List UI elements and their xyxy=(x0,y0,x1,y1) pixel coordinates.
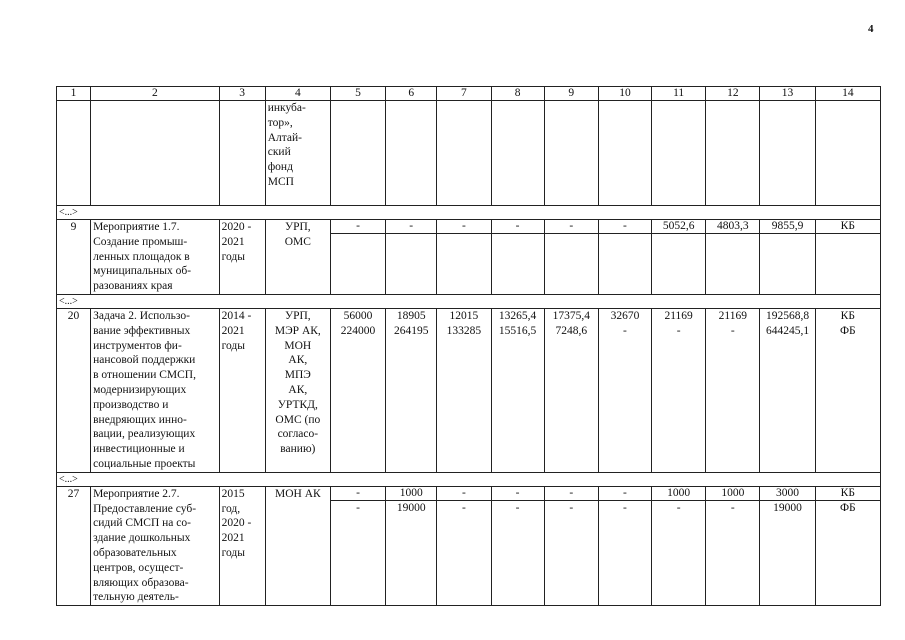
text-line: годы xyxy=(221,250,245,263)
text-line: внедряющих инно- xyxy=(93,413,187,426)
text-line: Алтай- xyxy=(267,131,303,144)
value-cell-col-6 xyxy=(386,308,437,472)
funding-source-cell: КБ xyxy=(815,486,880,500)
value-cell-col-12 xyxy=(706,308,760,472)
value-cell-col-12: 4803,3 xyxy=(706,220,760,234)
text-line: УРТКД, xyxy=(277,398,318,411)
value-cell-col-13: 19000 xyxy=(760,500,815,605)
value-cell-col-9: - xyxy=(544,220,598,234)
value-cell-col-9: - xyxy=(544,486,598,500)
kb-value: 192568,8 xyxy=(765,309,810,322)
value-cell-col-11: - xyxy=(652,500,706,605)
ellipsis-marker: <...> xyxy=(57,472,881,486)
text-line: Создание промыш- xyxy=(93,235,188,248)
empty-cell xyxy=(386,234,437,295)
fb-value: - xyxy=(623,324,627,337)
kb-value: 17375,4 xyxy=(552,309,590,322)
text-line: МОН xyxy=(284,339,312,352)
text-line: 2020 - xyxy=(221,517,252,530)
executor-cell xyxy=(265,220,330,295)
fb-source: ФБ xyxy=(839,324,856,337)
value-cell-col-5: - xyxy=(330,220,385,234)
text-line: производство и xyxy=(93,398,169,411)
value-cell-col-5 xyxy=(330,308,385,472)
text-line: вание эффективных xyxy=(93,324,191,337)
empty-cell xyxy=(652,234,706,295)
measure-name xyxy=(91,486,219,605)
fb-value: 264195 xyxy=(393,324,429,337)
value-cell-col-5: - xyxy=(330,486,385,500)
fb-value: 15516,5 xyxy=(498,324,537,337)
fb-value: 7248,6 xyxy=(555,324,588,337)
text-line: ОМС (по xyxy=(275,413,321,426)
text-line: УРП, xyxy=(284,309,311,322)
funding-source-cell xyxy=(815,308,880,472)
text-line: годы xyxy=(221,546,245,559)
empty-cell xyxy=(598,234,651,295)
omission-row xyxy=(57,294,881,308)
column-header-11: 11 xyxy=(652,87,706,101)
empty-cell xyxy=(544,234,598,295)
text-line: образовательных xyxy=(93,546,177,559)
text-line: 2014 - xyxy=(221,309,252,322)
text-line: год, xyxy=(221,502,241,515)
text-line: тельную деятель- xyxy=(93,591,179,604)
fb-value: - xyxy=(676,324,681,337)
kb-value: 21169 xyxy=(718,309,747,322)
value-cell-col-10 xyxy=(598,308,651,472)
text-line: здание дошкольных xyxy=(93,532,191,545)
text-line: 2021 xyxy=(221,532,245,545)
text-line: инвестиционные и xyxy=(93,443,185,456)
funding-source-cell: ФБ xyxy=(815,500,880,605)
omission-row xyxy=(57,472,881,486)
value-cell-col-7: - xyxy=(437,500,491,605)
text-line: в отношении СМСП, xyxy=(93,369,196,382)
column-header-14: 14 xyxy=(815,87,880,101)
text-line: инкуба- xyxy=(267,102,306,114)
omission-row xyxy=(57,206,881,220)
kb-value: 13265,4 xyxy=(498,309,537,322)
text-line: МЭР АК, xyxy=(274,324,321,337)
value-cell-col-11: 5052,6 xyxy=(652,220,706,234)
executor-cell xyxy=(265,486,330,605)
value-cell-col-13: 9855,9 xyxy=(760,220,815,234)
empty-cell xyxy=(330,234,385,295)
value-cell-col-6: 19000 xyxy=(386,500,437,605)
value-cell-col-13 xyxy=(760,308,815,472)
text-line: АК, xyxy=(288,354,308,367)
text-line: разованиях края xyxy=(93,280,173,293)
text-line: годы xyxy=(221,339,245,352)
fb-value: 133285 xyxy=(446,324,482,337)
table-row-continuation xyxy=(57,101,881,206)
column-header-5: 5 xyxy=(330,87,385,101)
column-header-9: 9 xyxy=(544,87,598,101)
value-cell-col-10: - xyxy=(598,220,651,234)
value-cell-col-11: 1000 xyxy=(652,486,706,500)
text-line: 2015 xyxy=(221,487,245,500)
empty-cell xyxy=(491,234,544,295)
value-cell-col-9 xyxy=(544,308,598,472)
text-line: 2021 xyxy=(221,324,245,337)
ellipsis-marker: <...> xyxy=(57,206,881,220)
budget-table xyxy=(56,86,881,606)
text-line: центров, осущест- xyxy=(93,561,184,574)
kb-value: 12015 xyxy=(449,309,479,322)
empty-cell xyxy=(760,234,815,295)
text-line: модернизирующих xyxy=(93,383,187,396)
text-line: 2020 - xyxy=(221,221,252,233)
value-cell-col-5: - xyxy=(330,500,385,605)
kb-source: КБ xyxy=(840,309,855,322)
text-line: инструментов фи- xyxy=(93,339,182,352)
column-header-4: 4 xyxy=(265,87,330,101)
text-line: МОН АК xyxy=(274,487,321,500)
value-cell-col-10: - xyxy=(598,486,651,500)
text-line: фонд xyxy=(267,161,293,174)
column-header-2: 2 xyxy=(91,87,219,101)
column-header-13: 13 xyxy=(760,87,815,101)
value-cell-col-11 xyxy=(652,308,706,472)
text-line: ский xyxy=(267,146,291,159)
funding-source-cell: КБ xyxy=(815,220,880,234)
text-line: сидий СМСП на со- xyxy=(93,517,191,530)
value-cell-col-7: - xyxy=(437,220,491,234)
fb-value: 224000 xyxy=(340,324,376,337)
text-line: Задача 2. Использо- xyxy=(93,309,190,322)
empty-cell xyxy=(437,234,491,295)
value-cell-col-8: - xyxy=(491,220,544,234)
text-line: АК, xyxy=(288,383,308,396)
text-line: Мероприятие 1.7. xyxy=(93,221,180,233)
column-header-12: 12 xyxy=(706,87,760,101)
text-line: ОМС xyxy=(284,235,311,248)
empty-cell xyxy=(706,234,760,295)
page-number: 4 xyxy=(868,23,874,35)
value-cell-col-8: - xyxy=(491,486,544,500)
text-line: муниципальных об- xyxy=(93,265,192,278)
value-cell-col-9: - xyxy=(544,500,598,605)
text-line: социальные проекты xyxy=(93,457,196,470)
executor-cell xyxy=(265,308,330,472)
period-cell xyxy=(219,220,265,295)
measure-name xyxy=(91,220,219,295)
kb-value: 18905 xyxy=(396,309,426,322)
column-header-10: 10 xyxy=(598,87,651,101)
column-header-1: 1 xyxy=(57,87,91,101)
table-row-9 xyxy=(57,220,881,234)
ellipsis-marker: <...> xyxy=(57,294,881,308)
text-line: УРП, xyxy=(284,221,311,233)
column-header-7: 7 xyxy=(437,87,491,101)
fb-value: - xyxy=(730,324,735,337)
empty-cell xyxy=(815,234,880,295)
period-cell xyxy=(219,486,265,605)
header-row xyxy=(57,87,881,101)
period-cell xyxy=(219,308,265,472)
text-line: 2021 xyxy=(221,235,245,248)
executor-cell xyxy=(265,101,330,206)
text-line: тор», xyxy=(267,116,293,129)
fb-value: 644245,1 xyxy=(765,324,810,337)
table-row-20 xyxy=(57,308,881,472)
kb-value: 32670 xyxy=(610,309,640,322)
task-name xyxy=(91,308,219,472)
text-line: Мероприятие 2.7. xyxy=(93,487,180,500)
value-cell-col-8 xyxy=(491,308,544,472)
text-line: МПЭ xyxy=(284,369,311,382)
column-header-6: 6 xyxy=(386,87,437,101)
value-cell-col-6: 1000 xyxy=(386,486,437,500)
text-line: согласо- xyxy=(277,428,319,441)
value-cell-col-13: 3000 xyxy=(760,486,815,500)
value-cell-col-6: - xyxy=(386,220,437,234)
row-number: 20 xyxy=(57,308,91,472)
text-line: Предоставление суб- xyxy=(93,502,197,515)
value-cell-col-7 xyxy=(437,308,491,472)
row-number: 9 xyxy=(57,220,91,295)
column-header-3: 3 xyxy=(219,87,265,101)
text-line: вляющих образова- xyxy=(93,576,189,589)
value-cell-col-7: - xyxy=(437,486,491,500)
text-line: вации, реализующих xyxy=(93,428,196,441)
value-cell-col-8: - xyxy=(491,500,544,605)
text-line: ванию) xyxy=(280,443,316,456)
text-line: нансовой поддержки xyxy=(93,354,196,367)
row-number: 27 xyxy=(57,486,91,605)
text-line: ленных площадок в xyxy=(93,250,190,263)
kb-value: 21169 xyxy=(664,309,693,322)
value-cell-col-12: - xyxy=(706,500,760,605)
table-row-27 xyxy=(57,486,881,500)
text-line: МСП xyxy=(267,175,294,188)
value-cell-col-12: 1000 xyxy=(706,486,760,500)
kb-value: 56000 xyxy=(343,309,373,322)
column-header-8: 8 xyxy=(491,87,544,101)
value-cell-col-10: - xyxy=(598,500,651,605)
